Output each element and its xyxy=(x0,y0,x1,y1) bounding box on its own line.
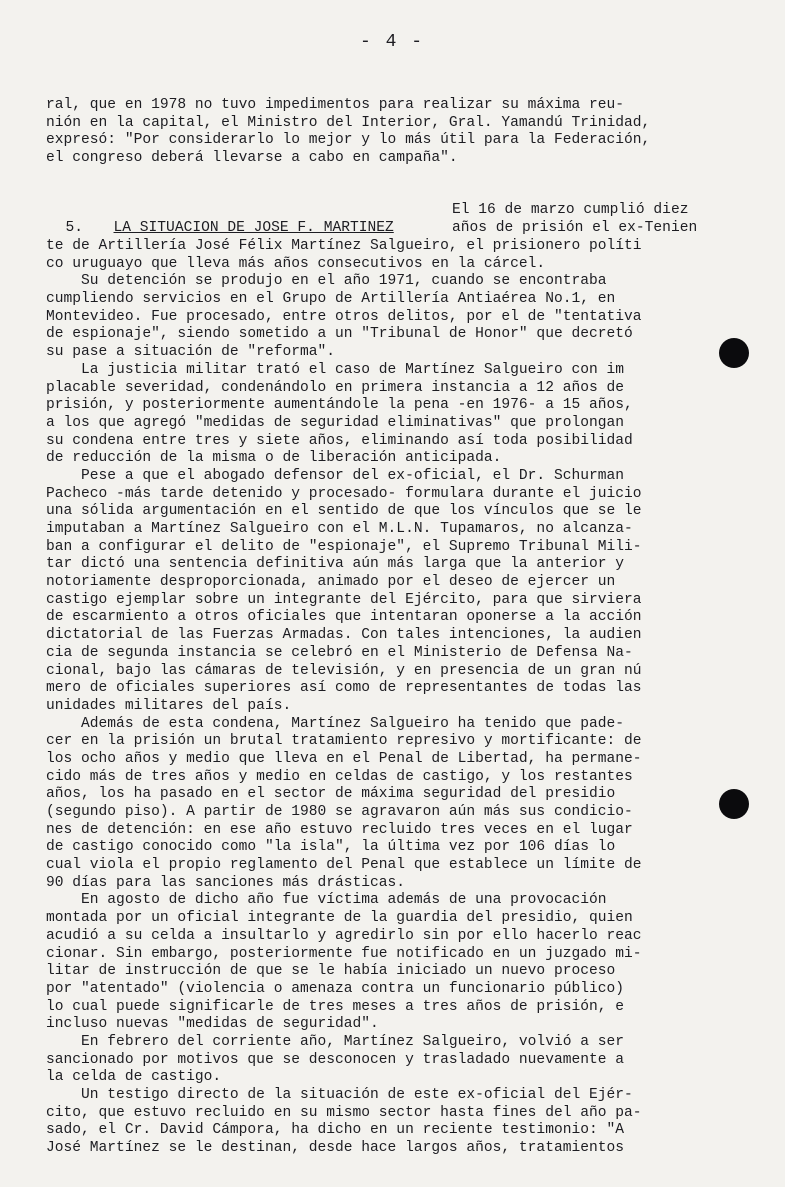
text-line: nes de detención: en ese año estuvo recluido tres veces en el lugar xyxy=(46,821,633,838)
text-line: a los que agregó "medidas de seguridad eliminativas" que prolongan xyxy=(46,414,625,431)
text-line: Pacheco -más tarde detenido y procesado- formulara durante el juicio xyxy=(46,485,642,502)
text-line: Un testigo directo de la situación de este ex-oficial del Ejér- xyxy=(46,1087,633,1103)
section-second-line: años de prisión el ex-Tenien xyxy=(452,220,698,236)
text-line: expresó: "Por considerarlo lo mejor y lo más útil para la Federación, xyxy=(46,132,651,149)
text-line: unidades militares del país. xyxy=(46,697,292,714)
text-line: de escarmiento a otros oficiales que intentaran oponerse a la acción xyxy=(46,609,642,626)
text-line: lo cual puede significarle de tres meses a tres años de prisión, e xyxy=(46,998,625,1015)
text-line: acudió a su celda a insultarlo y agredirlo sin por ello hacerlo reac xyxy=(46,927,642,944)
body-text xyxy=(46,238,752,1158)
text-line: por "atentado" (violencia o amenaza contra un funcionario público) xyxy=(46,980,625,997)
text-line: cumpliendo servicios en el Grupo de Artillería Antiaérea No.1, en xyxy=(46,291,616,308)
text-line: En febrero del corriente año, Martínez Salgueiro, volvió a ser xyxy=(46,1033,625,1050)
text-line: En agosto de dicho año fue víctima además de una provocación xyxy=(46,892,607,909)
text-line: ral, que en 1978 no tuvo impedimentos para realizar su máxima reu- xyxy=(46,97,625,113)
text-line: el congreso deberá llevarse a cabo en campaña". xyxy=(46,150,458,167)
text-line: La justicia militar trató el caso de Martínez Salgueiro con im xyxy=(46,361,625,378)
punch-hole-top xyxy=(719,338,749,368)
text-line: cido más de tres años y medio en celdas de castigo, y los restantes xyxy=(46,768,633,785)
text-line: cual viola el propio reglamento del Penal que establece un límite de xyxy=(46,857,642,874)
text-line: los ocho años y medio que lleva en el Penal de Libertad, ha permane- xyxy=(46,750,642,767)
text-line: castigo ejemplar sobre un integrante del Ejército, para que sirviera xyxy=(46,591,642,608)
text-line: litar de instrucción de que se le había iniciado un nuevo proceso xyxy=(46,963,616,980)
text-line: Además de esta condena, Martínez Salgueiro ha tenido que pade- xyxy=(46,715,625,732)
text-line: cer en la prisión un brutal tratamiento represivo y mortificante: de xyxy=(46,733,642,750)
text-line: años, los ha pasado en el sector de máxima seguridad del presidio xyxy=(46,786,616,803)
text-line: incluso nuevas "medidas de seguridad". xyxy=(46,1016,379,1033)
text-line: Pese a que el abogado defensor del ex-oficial, el Dr. Schurman xyxy=(46,467,625,484)
text-line: (segundo piso). A partir de 1980 se agravaron aún más sus condicio- xyxy=(46,804,633,820)
text-line: su condena entre tres y siete años, eliminando así toda posibilidad xyxy=(46,432,633,449)
text-line: notoriamente desproporcionada, animado por el deseo de ejercer un xyxy=(46,574,616,591)
text-line: de reducción de la misma o de liberación anticipada. xyxy=(46,450,502,467)
text-line: José Martínez se le destinan, desde hace largos años, tratamientos xyxy=(46,1140,625,1157)
text-line: sancionado por motivos que se desconocen y trasladado nuevamente a xyxy=(46,1051,625,1068)
text-line: nión en la capital, el Ministro del Interior, Gral. Yamandú Trinidad, xyxy=(46,114,651,131)
text-line: Montevideo. Fue procesado, entre otros delitos, por el de "tentativa xyxy=(46,308,642,325)
punch-hole-bottom xyxy=(719,789,749,819)
text-line: cito, que estuvo recluido en su mismo sector hasta fines del año pa- xyxy=(46,1104,642,1121)
text-line: cia de segunda instancia se celebró en el Ministerio de Defensa Na- xyxy=(46,644,633,661)
text-line: te de Artillería José Félix Martínez Salgueiro, el prisionero políti xyxy=(46,238,642,254)
text-line: de castigo conocido como "la isla", la última vez por 106 días lo xyxy=(46,839,616,856)
text-line: de espionaje", siendo sometido a un "Tribunal de Honor" que decretó xyxy=(46,326,633,343)
text-line: prisión, y posteriormente aumentándole la pena -en 1976- a 15 años, xyxy=(46,397,633,414)
section-title: LA SITUACION DE JOSE F. MARTINEZ xyxy=(113,219,394,236)
text-line: dictatorial de las Fuerzas Armadas. Con tales intenciones, la audien xyxy=(46,627,642,644)
text-line: co uruguayo que lleva más años consecutivos en la cárcel. xyxy=(46,255,546,272)
section-marker: 5. xyxy=(65,219,84,236)
text-line: una sólida argumentación en el sentido de que los vínculos que se le xyxy=(46,503,642,520)
text-line: imputaban a Martínez Salgueiro con el M.L.N. Tupamaros, no alcanza- xyxy=(46,521,633,537)
text-line: Su detención se produjo en el año 1971, cuando se encontraba xyxy=(46,273,607,290)
text-line: mero de oficiales superiores así como de representantes de todas las xyxy=(46,680,642,697)
text-line: tar dictó una sentencia definitiva aún más larga que la anterior y xyxy=(46,556,625,573)
text-line: la celda de castigo. xyxy=(46,1069,222,1086)
text-line: ban a configurar el delito de "espionaje", el Supremo Tribunal Mili- xyxy=(46,538,642,555)
text-line: cionar. Sin embargo, posteriormente fue notificado en un juzgado mi- xyxy=(46,945,642,962)
text-line: sado, el Cr. David Cámpora, ha dicho en un reciente testimonio: "A xyxy=(46,1122,625,1139)
text-line: cional, bajo las cámaras de televisión, y en presencia de un gran nú xyxy=(46,662,642,679)
section-first-line-rest: El 16 de marzo cumplió diez xyxy=(452,202,689,218)
page-number: - 4 - xyxy=(360,32,425,52)
intro-paragraph xyxy=(46,97,752,168)
text-line: 90 días para las sanciones más drásticas. xyxy=(46,874,406,891)
text-line: montada por un oficial integrante de la guardia del presidio, quien xyxy=(46,910,633,927)
text-line: su pase a situación de "reforma". xyxy=(46,344,336,361)
text-line: placable severidad, condenándolo en primera instancia a 12 años de xyxy=(46,379,625,396)
